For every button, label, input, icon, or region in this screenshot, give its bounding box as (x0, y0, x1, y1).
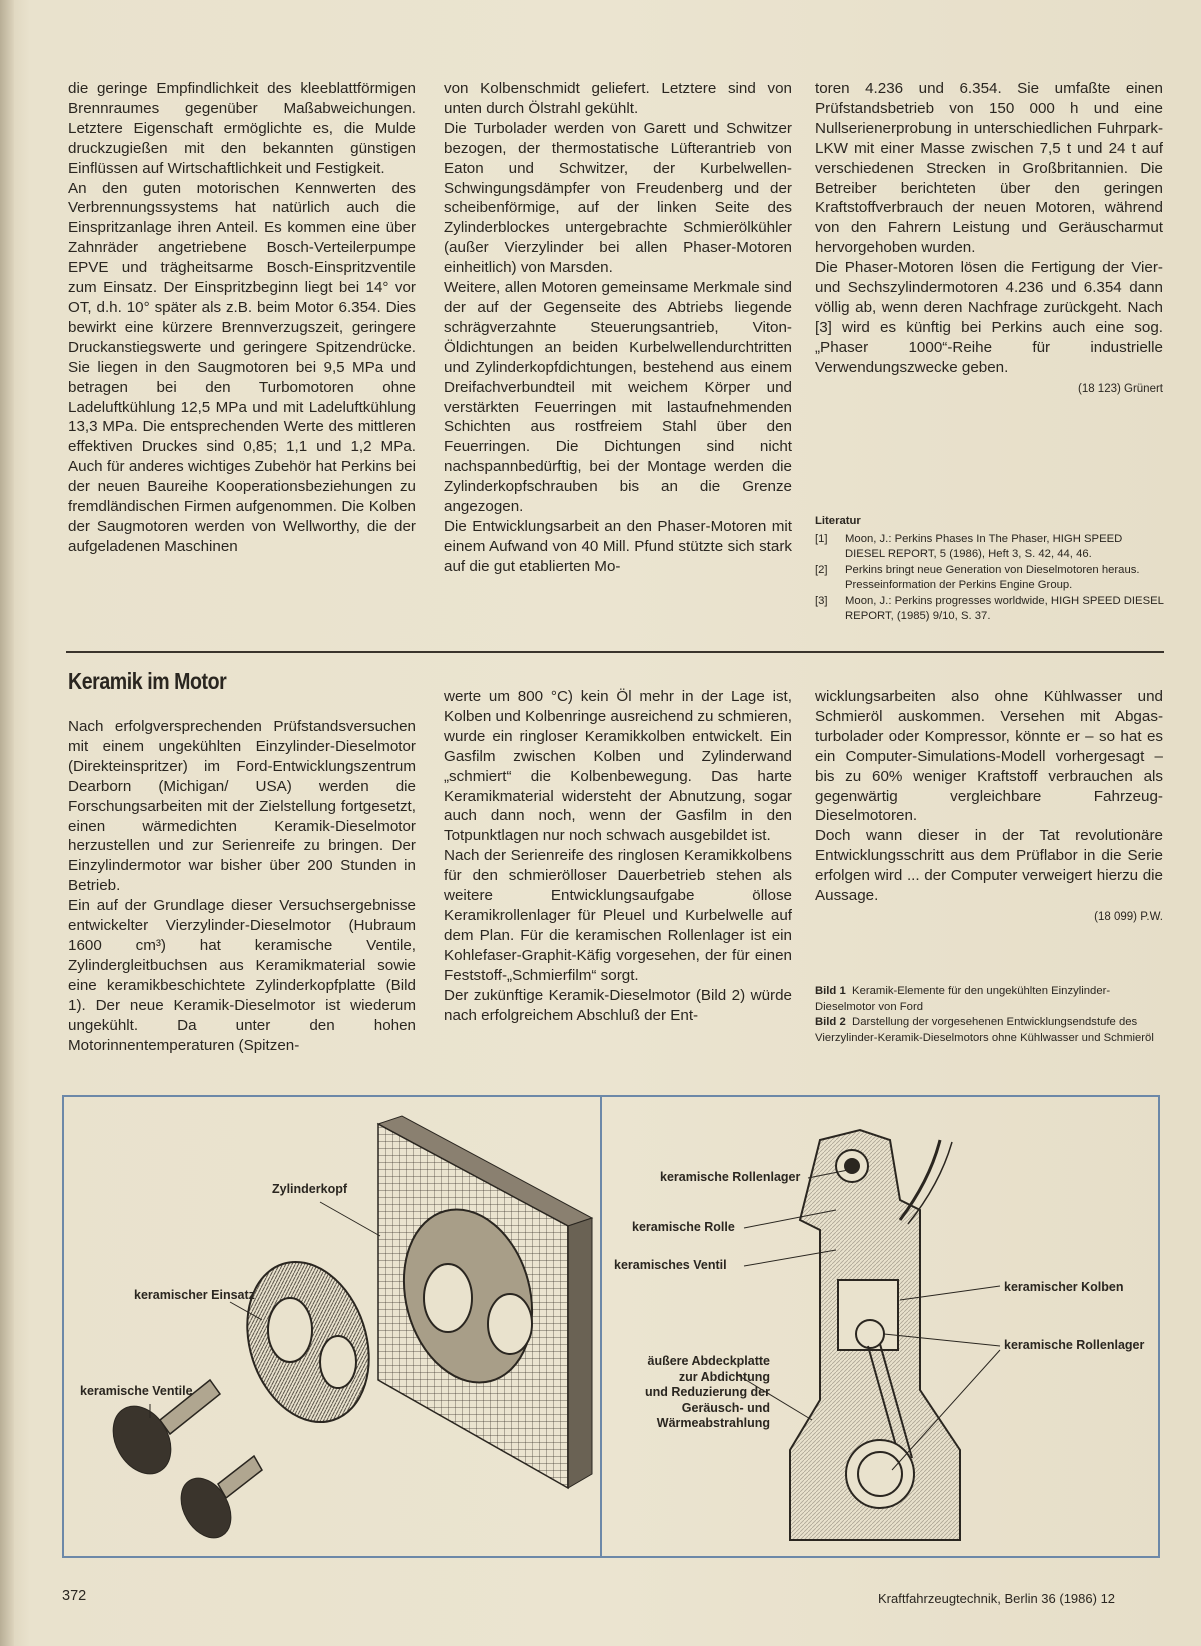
ceramic-insert-illustration (227, 1246, 388, 1438)
literature-number: [2] (815, 563, 828, 576)
engine-cross-section-illustration (790, 1130, 960, 1540)
paragraph: Doch wann dieser in der Tat revolutionäre Entwicklungsschritt aus dem Prüflabor in die Serie erfolgen wird ... der Computer verweigert hierzu die Aussage. (815, 827, 1163, 905)
paragraph: Nach erfolgversprechenden Prüfstandsversuchen mit einem ungekühlten Einzylinder-Dieselmotor (Direkteinspritzer) im Ford-Entwicklungszentrum Dearborn (Michigan/ USA) werden die Forschungsarbeiten mit der Zielstellung fortgesetzt, einen wärmedichten Keramik-Dieselmotor herzustellen und zur Serienreife zu bringen. Der Einzylindermotor war bisher über 200 Stunden in Betrieb. (68, 718, 416, 895)
page-number: 372 (62, 1588, 87, 1604)
label-keramische-rolle: keramische Rolle (632, 1220, 735, 1234)
label-keramische-rollenlager-right: keramische Rollenlager (1004, 1338, 1145, 1352)
literature-number: [1] (815, 532, 828, 545)
paragraph: die geringe Empfindlichkeit des kleeblattförmigen Brennraumes gegenüber Maßabweichungen. Letztere Eigenschaft ermöglichte es, die Mulde druckzugießen mit den bekannten günstigen Einflüssen auf Wirtschaftlichkeit und Festigkeit. (68, 80, 416, 177)
paragraph: Weitere, allen Motoren gemeinsame Merkmale sind der auf der Gegenseite des Abtriebs liegende schrägverzahnte Steuerungsantrieb, Viton-Öldichtungen an beiden Kurbelwellendurchtritten und Zylinderkopfdichtungen, bestehend aus einem Dreifachverbundteil mit weichem Körper und verstärkten Feuerringen mit lastaufnehmenden Schichten aus rostfreiem Stahl über den Feuerringen. Die Dichtungen sind nicht nachspannbedürftig, bei der Montage werden die Zylinderkopfschrauben bis an die Grenze angezogen. (444, 279, 792, 516)
literature-text: Moon, J.: Perkins Phases In The Phaser, HIGH SPEED DIESEL REPORT, 5 (1986), Heft 3, S. 42, 44, 46. (845, 532, 1123, 560)
article-signature: (18 123) Grünert (1077, 382, 1163, 395)
label-keramisches-ventil: keramisches Ventil (614, 1258, 727, 1272)
label-keramischer-kolben: keramischer Kolben (1004, 1280, 1124, 1294)
paragraph: An den guten motorischen Kennwerten des Verbrennungssystems hat natürlich auch die Einspritzanlage ihren Anteil. Es kommen eine über Zahnräder angetriebene Bosch-Verteilerpumpe EPVE und trägheitsarme Bosch-Einspritzventile zum Einsatz. Der Einspritzbeginn liegt bei 14° vor OT, d.h. 10° später als z.B. beim Motor 6.354. Dies bewirkt eine kürzere Brennverzugszeit, geringere Druckanstiegswerte und geringere Spitzendrücke. Sie liegen in den Saugmotoren bei 9,5 MPa und betragen bei den Turbomotoren ohne Ladeluftkühlung 12,5 MPa und mit Ladeluftkühlung 13,3 MPa. Die entsprechenden Werte des mittleren effektiven Druckes sind 0,85; 1,1 und 1,2 MPa. Auch für anderes wichtiges Zubehör hat Perkins bei der neuen Baureihe Kooperationsbeziehungen zu fremdländischen Firmen aufgenommen. Die Kolben der Saugmotoren werden von Wellworthy, die der aufgeladenen Maschinen (68, 179, 416, 555)
paragraph: wicklungsarbeiten also ohne Kühlwasser und Schmieröl auskommen. Versehen mit Abgasturbolader oder Kompressor, könnte er – so hat es ein Computer-Simulations-Modell vorhergesagt – bis zu 60% weniger Kraftstoff verbrauchen als gegenwärtig vergleichbare Fahrzeug-Dieselmotoren. (815, 688, 1163, 825)
caption-bild-2: Bild 2 Darstellung der vorgesehenen Entwicklungsendstufe des Vierzylinder-Keramik-Dieselmotors ohne Kühlwasser und Schmieröl (815, 1016, 1154, 1044)
paragraph: Die Entwicklungsarbeit an den Phaser-Motoren mit einem Aufwand von 40 Mill. Pfund stützte sich stark auf die gut etablierten Mo- (444, 517, 792, 575)
caption-bild-1: Bild 1 Keramik-Elemente für den ungekühlten Einzylinder-Dieselmotor von Ford (815, 985, 1111, 1013)
paragraph: Nach der Serienreife des ringlosen Keramikkolbens für den schmierölloser Dauerbetrieb stehen als weitere Entwicklungsaufgabe öllose Keramikrollenlager für Pleuel und Kurbelwelle auf dem Plan. Für die keramischen Rollenlager ist ein Kohlefaser-Graphit-Käfig vorgesehen, der für einen Feststoff-„Schmierfilm“ sorgt. (444, 847, 792, 984)
paragraph: von Kolbenschmidt geliefert. Letztere sind von unten durch Ölstrahl gekühlt. (444, 80, 792, 117)
paragraph: Die Turbolader werden von Garett und Schwitzer bezogen, der thermostatische Lüfterantrieb von Eaton und Schwitzer, der Kurbelwellen-Schwingungsdämpfer von Freudenberg und der scheibenförmige, auf der linken Seite des Zylinderblockes untergebrachte Schmierölkühler (außer Vierzylinder bei allen Phaser-Motoren einheitlich) von Marsden. (444, 119, 792, 277)
paragraph: toren 4.236 und 6.354. Sie umfaßte einen Prüfstandsbetrieb von 150 000 h und eine Nullserienerprobung in unterschiedlichen Fuhrpark-LKW mit einer Masse zwischen 7,5 t und 24 t auf verschiedenen Strecken in Großbritannien. Die Betreiber berichteten über den geringen Kraftstoffverbrauch der neuen Motoren, während von den Fahrern Leistung und Geräuscharmut hervorgehoben wurden. (815, 80, 1163, 257)
paragraph: Die Phaser-Motoren lösen die Fertigung der Vier- und Sechszylindermotoren 4.236 und 6.354 dann völlig ab, wenn deren Nachfrage zurückgeht. Nach [3] wird es künftig bei Perkins auch eine sog. „Phaser 1000“-Reihe für industrielle Verwendungszwecke geben. (815, 259, 1163, 376)
label-keramische-ventile: keramische Ventile (80, 1384, 193, 1398)
paragraph: werte um 800 °C) kein Öl mehr in der Lage ist, Kolben und Kolbenringe ausreichend zu schmieren, wurde ein ringloser Keramikkolben entwickelt. Ein Gasfilm zwischen Kolben und Zylinderwand „schmiert“ die Kolbenbewegung. Das harte Keramikmaterial widersteht der Abnutzung, sogar auch dann noch, wenn der Gasfilm in den Totpunktlagen nur noch schwach ausgebildet ist. (444, 688, 792, 845)
cylinder-head-illustration (378, 1116, 592, 1488)
label-keramischer-einsatz: keramischer Einsatz (134, 1288, 255, 1302)
section-title: Keramik im Motor (68, 668, 227, 694)
literature-number: [3] (815, 594, 828, 607)
label-zylinderkopf: Zylinderkopf (272, 1182, 348, 1196)
paragraph: Ein auf der Grundlage dieser Versuchsergebnisse entwickelter Vierzylinder-Dieselmotor (Hubraum 1600 cm³) hat keramische Ventile, Zylindergleitbuchsen aus Keramikmaterial sowie eine keramikbeschichtete Zylinderkopfplatte (Bild 1). Der neue Keramik-Dieselmotor ist wiederum ungekühlt. Da unter den hohen Motorinnentemperaturen (Spitzen- (68, 897, 416, 1054)
journal-footer: Kraftfahrzeugtechnik, Berlin 36 (1986) 12 (878, 1591, 1116, 1606)
paragraph: Der zukünftige Keramik-Dieselmotor (Bild 2) würde nach erfolgreichem Abschluß der Ent- (444, 986, 792, 1024)
literature-heading: Literatur (815, 515, 861, 527)
label-keramische-rollenlager-top: keramische Rollenlager (660, 1170, 801, 1184)
label-abdeckplatte: äußere Abdeckplatte zur Abdichtung und Reduzierung der Geräusch- und Wärmeabstrahlung (645, 1354, 770, 1430)
ceramic-valves-illustration (101, 1380, 262, 1547)
literature-text: Perkins bringt neue Generation von Dieselmotoren heraus. Presseinformation der Perkins Engine Group. (845, 563, 1140, 591)
article-signature: (18 099) P.W. (1094, 910, 1163, 923)
literature-text: Moon, J.: Perkins progresses worldwide, HIGH SPEED DIESEL REPORT, (1985) 9/10, S. 37. (845, 594, 1164, 622)
